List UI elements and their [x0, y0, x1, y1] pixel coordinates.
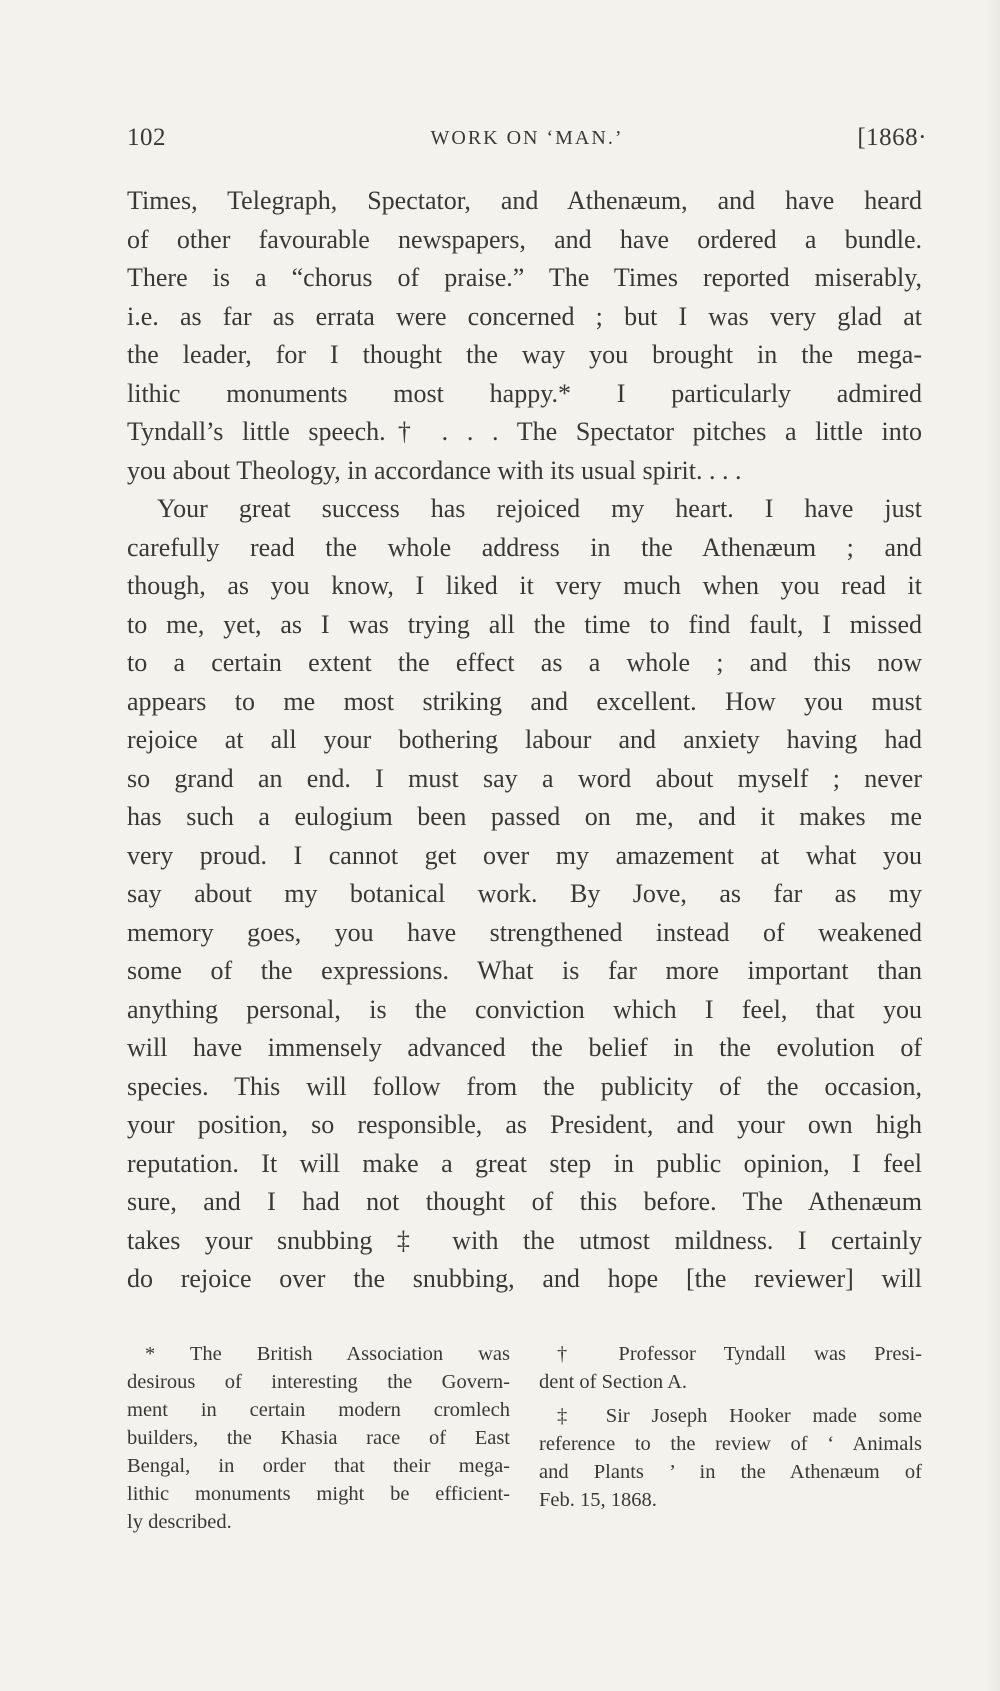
running-header [127, 124, 927, 164]
body-line: There is a “chorus of praise.” The Times reported miserably, [127, 263, 922, 292]
body-line: the leader, for I thought the way you brought in the mega- [127, 340, 922, 369]
body-line: appears to me most striking and excellent. How you must [127, 686, 922, 716]
body-line: anything personal, is the conviction which I feel, that you [127, 994, 922, 1024]
body-line: takes your snubbing ‡ with the utmost mildness. I certainly [127, 1225, 922, 1255]
body-line: do rejoice over the snubbing, and hope [the reviewer] will [127, 1264, 922, 1293]
body-line: carefully read the whole address in the Athenæum ; and [127, 532, 922, 562]
body-line: of other favourable newspapers, and have ordered a bundle. [127, 224, 922, 254]
footnote-line: Bengal, in order that their mega- [127, 1455, 510, 1477]
footnote-line: † Professor Tyndall was Presi- [557, 1343, 922, 1365]
year-marker: [1868· [857, 124, 927, 151]
body-line: to a certain extent the effect as a whole ; and this now [127, 648, 922, 677]
body-line: lithic monuments most happy.* I particularly admired [127, 378, 922, 408]
body-line: Times, Telegraph, Spectator, and Athenæum, and have heard [127, 186, 922, 215]
footnote-line: lithic monuments might be efficient- [127, 1483, 510, 1505]
body-line: your position, so responsible, as President, and your own high [127, 1110, 922, 1139]
body-line: i.e. as far as errata were concerned ; but I was very glad at [127, 301, 922, 331]
footnote-line: builders, the Khasia race of East [127, 1427, 510, 1449]
body-line: you about Theology, in accordance with its usual spirit. . . . [127, 455, 742, 485]
body-line: reputation. It will make a great step in public opinion, I feel [127, 1148, 922, 1178]
letter-body [127, 182, 922, 1299]
body-line: will have immensely advanced the belief in the evolution of [127, 1033, 922, 1062]
body-line: to me, yet, as I was trying all the time to find fault, I missed [127, 609, 922, 639]
footnote-hooker [539, 1402, 922, 1514]
body-line-paragraph-start: Your great success has rejoiced my heart. I have just [157, 494, 922, 523]
body-line: has such a eulogium been passed on me, and it makes me [127, 802, 922, 831]
body-line: though, as you know, I liked it very much when you read it [127, 571, 922, 600]
footnote-line: ly described. [127, 1511, 232, 1533]
footnote-line: ment in certain modern cromlech [127, 1399, 510, 1421]
body-line: species. This will follow from the publicity of the occasion, [127, 1071, 922, 1101]
body-line: sure, and I had not thought of this before. The Athenæum [127, 1187, 922, 1216]
footnote-line: * The British Association was [145, 1343, 510, 1365]
footnote-british-association [127, 1340, 510, 1536]
page-number: 102 [127, 124, 166, 151]
footnote-line: reference to the review of ‘ Animals [539, 1433, 922, 1455]
footnote-tyndall [539, 1340, 922, 1396]
footnote-line: and Plants ’ in the Athenæum of [539, 1461, 922, 1483]
footnotes-right-column [539, 1340, 922, 1514]
body-line: say about my botanical work. By Jove, as far as my [127, 879, 922, 908]
running-title: WORK ON ‘MAN.’ [430, 127, 624, 149]
footnote-line: ‡ Sir Joseph Hooker made some [557, 1405, 922, 1427]
body-line: rejoice at all your bothering labour and anxiety having had [127, 725, 922, 754]
body-line: so grand an end. I must say a word about myself ; never [127, 763, 922, 793]
body-line: memory goes, you have strengthened instead of weakened [127, 917, 922, 947]
footnote-line: desirous of interesting the Govern- [127, 1371, 510, 1393]
page-edge-shadow [986, 0, 1000, 1691]
footnote-line: Feb. 15, 1868. [539, 1489, 657, 1511]
body-line: some of the expressions. What is far more important than [127, 956, 922, 985]
footnote-line: dent of Section A. [539, 1371, 688, 1393]
body-line: very proud. I cannot get over my amazement at what you [127, 840, 922, 870]
body-line: Tyndall’s little speech.† . . . The Spectator pitches a little into [127, 417, 922, 446]
